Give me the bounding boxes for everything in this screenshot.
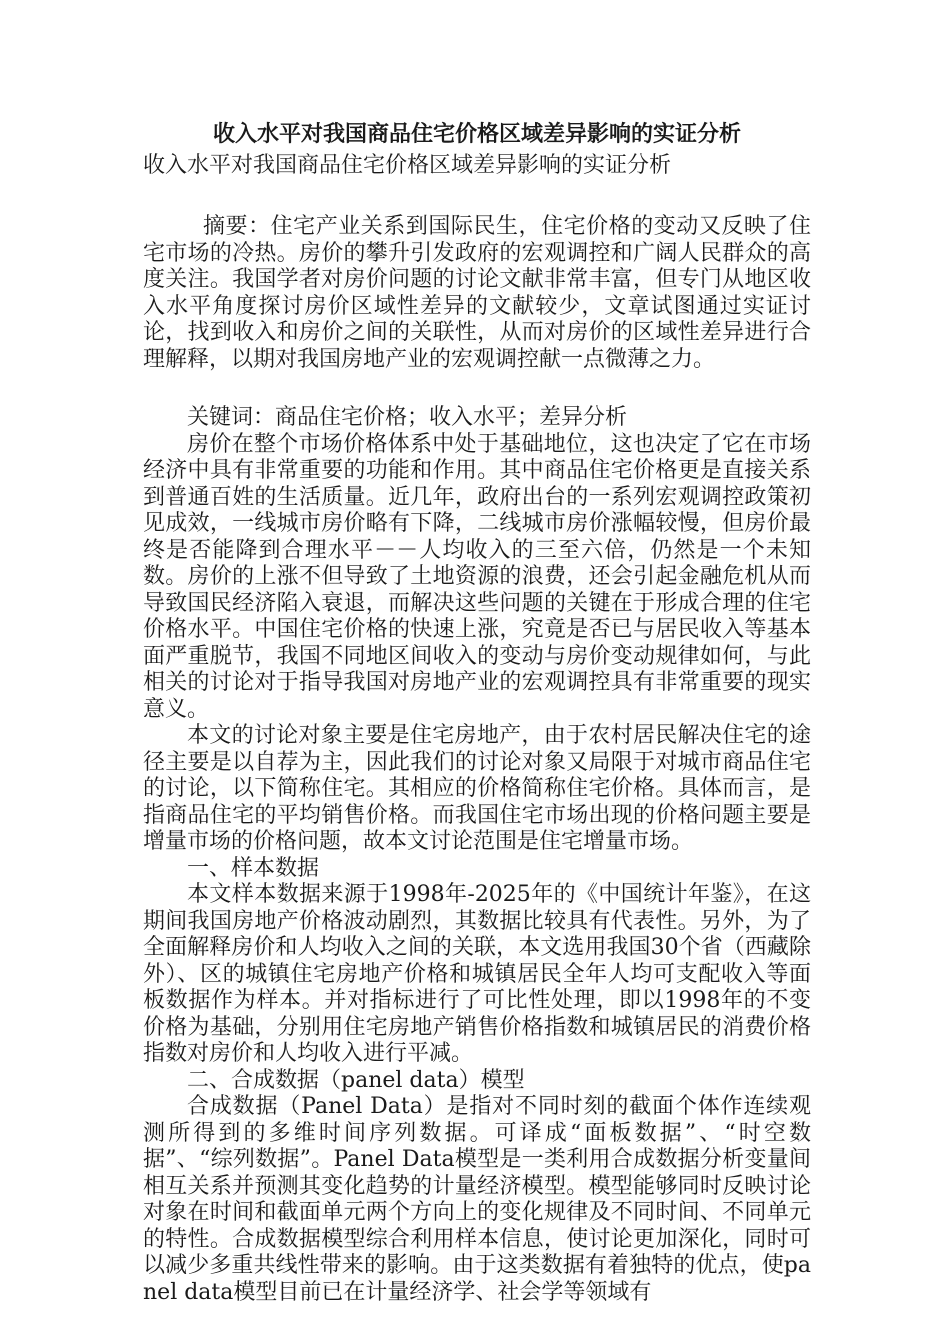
- spacer: [143, 373, 811, 405]
- abstract-paragraph: 摘要：住宅产业关系到国际民生，住宅价格的变动又反映了住宅市场的冷热。房价的攀升引发政府的宏观调控和广阔人民群众的高度关注。我国学者对房价问题的讨论文献非常丰富，但专门从地区收入水平角度探讨房价区域性差异的文献较少，文章试图通过实证讨论，找到收入和房价之间的关联性，从而对房价的区域性差异进行合理解释，以期对我国房地产业的宏观调控献一点微薄之力。: [143, 214, 811, 372]
- section-2-heading: 二、合成数据（panel data）模型: [187, 1067, 525, 1093]
- document-title: 收入水平对我国商品住宅价格区域差异影响的实证分析: [212, 121, 741, 147]
- section-1-paragraph: 本文样本数据来源于1998年-2025年的《中国统计年鉴》，在这期间我国房地产价格波动剧烈，其数据比较具有代表性。另外，为了全面解释房价和人均收入之间的关联，本文选用我国30个省（西藏除外）、区的城镇住宅房地产价格和城镇居民全年人均可支配收入等面板数据作为样本。并对指标进行了可比性处理，即以1998年的不变价格为基础，分别用住宅房地产销售价格指数和城镇居民的消费价格指数对房价和人均收入进行平减。: [143, 882, 811, 1066]
- body-paragraph-1: 房价在整个市场价格体系中处于基础地位，这也决定了它在市场经济中具有非常重要的功能和作用。其中商品住宅价格更是直接关系到普通百姓的生活质量。近几年，政府出台的一系列宏观调控政策初见成效，一线城市房价略有下降，二线城市房价涨幅较慢，但房价最终是否能降到合理水平－－人均收入的三至六倍，仍然是一个未知数。房价的上涨不但导致了土地资源的浪费，还会引起金融危机从而导致国民经济陷入衰退，而解决这些问题的关键在于形成合理的住宅价格水平。中国住宅价格的快速上涨，究竟是否已与居民收入等基本面严重脱节，我国不同地区间收入的变动与房价变动规律如何，与此相关的讨论对于指导我国对房地产业的宏观调控具有非常重要的现实意义。: [143, 431, 811, 722]
- section-1-heading: 一、样本数据: [187, 855, 320, 881]
- body-paragraph-2: 本文的讨论对象主要是住宅房地产，由于农村居民解决住宅的途径主要是以自荐为主，因此我们的讨论对象又局限于对城市商品住宅的讨论，以下简称住宅。其相应的价格简称住宅价格。具体而言，是指商品住宅的平均销售价格。而我国住宅市场出现的价格问题主要是增量市场的价格问题，故本文讨论范围是住宅增量市场。: [143, 723, 811, 854]
- spacer: [143, 182, 811, 214]
- keywords-paragraph: 关键词：商品住宅价格；收入水平；差异分析: [187, 405, 628, 430]
- document-page: [143, 118, 811, 1306]
- section-2-paragraph: 合成数据（Panel Data）是指对不同时刻的截面个体作连续观测所得到的多维时间序列数据。可译成“面板数据”、“时空数据”、“综列数据”。Panel Data模型是一类利用合成数据分析变量间相互关系并预测其变化趋势的计量经济模型。模型能够同时反映讨论对象在时间和截面单元两个方向上的变化规律及不同时间、不同单元的特性。合成数据模型综合利用样本信息，使讨论更加深化，同时可以减少多重共线性带来的影响。由于这类数据有着独特的优点，使panel data模型目前已在计量经济学、社会学等领域有: [143, 1094, 811, 1305]
- document-subtitle: 收入水平对我国商品住宅价格区域差异影响的实证分析: [143, 153, 672, 178]
